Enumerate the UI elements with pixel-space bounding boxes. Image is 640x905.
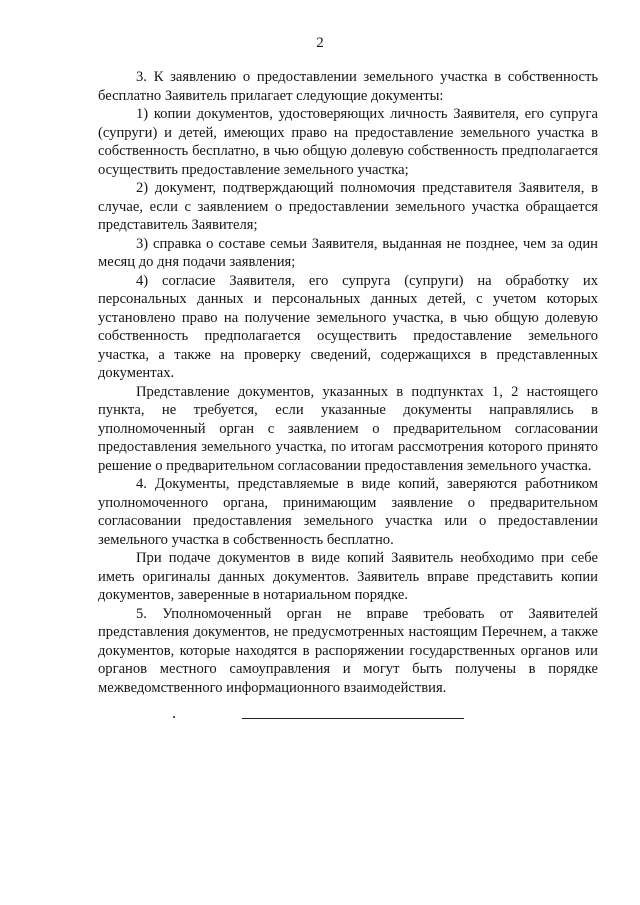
scan-speck [173,716,175,718]
paragraph-subitem-3: 3) справка о составе семьи Заявителя, выданная не позднее, чем за один месяц до дня подачи заявления; [98,235,598,270]
end-of-document-rule [242,718,464,719]
paragraph-item-3-intro: 3. К заявлению о предоставлении земельного участка в собственность бесплатно Заявитель прилагает следующие документы: [98,69,598,104]
paragraph-subitem-2: 2) документ, подтверждающий полномочия представителя Заявителя, в случае, если с заявлением о предоставлении земельного участка обращается представитель Заявителя; [98,180,598,233]
paragraph-item-4: 4. Документы, представляемые в виде копий, заверяются работником уполномоченного органа, принимающим заявление о предварительном согласовании предоставления земельного участка или о предоставлении земельного участка в собственность бесплатно. [98,476,598,548]
paragraph-originals: При подаче документов в виде копий Заявитель необходимо при себе иметь оригиналы данных документов. Заявитель вправе представить копии документов, заверенные в нотариальном порядке. [98,550,598,603]
paragraph-subitem-4: 4) согласие Заявителя, его супруга (супруги) на обработку их персональных данных и персональных данных детей, с учетом которых установлено право на получение земельного участка, в чью общую долевую собственность предполагается осуществить предоставление земельного участка, а также на проверку сведений, содержащихся в представленных документах. [98,272,598,381]
page-number: 2 [316,35,324,51]
paragraph-subitem-1: 1) копии документов, удостоверяющих личность Заявителя, его супруга (супруги) и детей, имеющих право на предоставление земельного участка в собственность бесплатно, в чью общую долевую собственность предполагается осуществить предоставление земельного участка; [98,106,598,178]
paragraph-item-5: 5. Уполномоченный орган не вправе требовать от Заявителей представления документов, не предусмотренных настоящим Перечнем, а также документов, которые находятся в распоряжении государственных органов или органов местного самоуправления и могут быть получены в порядке межведомственного информационного взаимодействия. [98,605,598,696]
paragraph-exemption: Представление документов, указанных в подпунктах 1, 2 настоящего пункта, не требуется, если указанные документы направлялись в уполномоченный орган с заявлением о предварительном согласовании предоставления земельного участка, по итогам рассмотрения которого принято решение о предварительном согласовании предоставления земельного участка. [98,383,598,474]
document-body [98,68,598,697]
